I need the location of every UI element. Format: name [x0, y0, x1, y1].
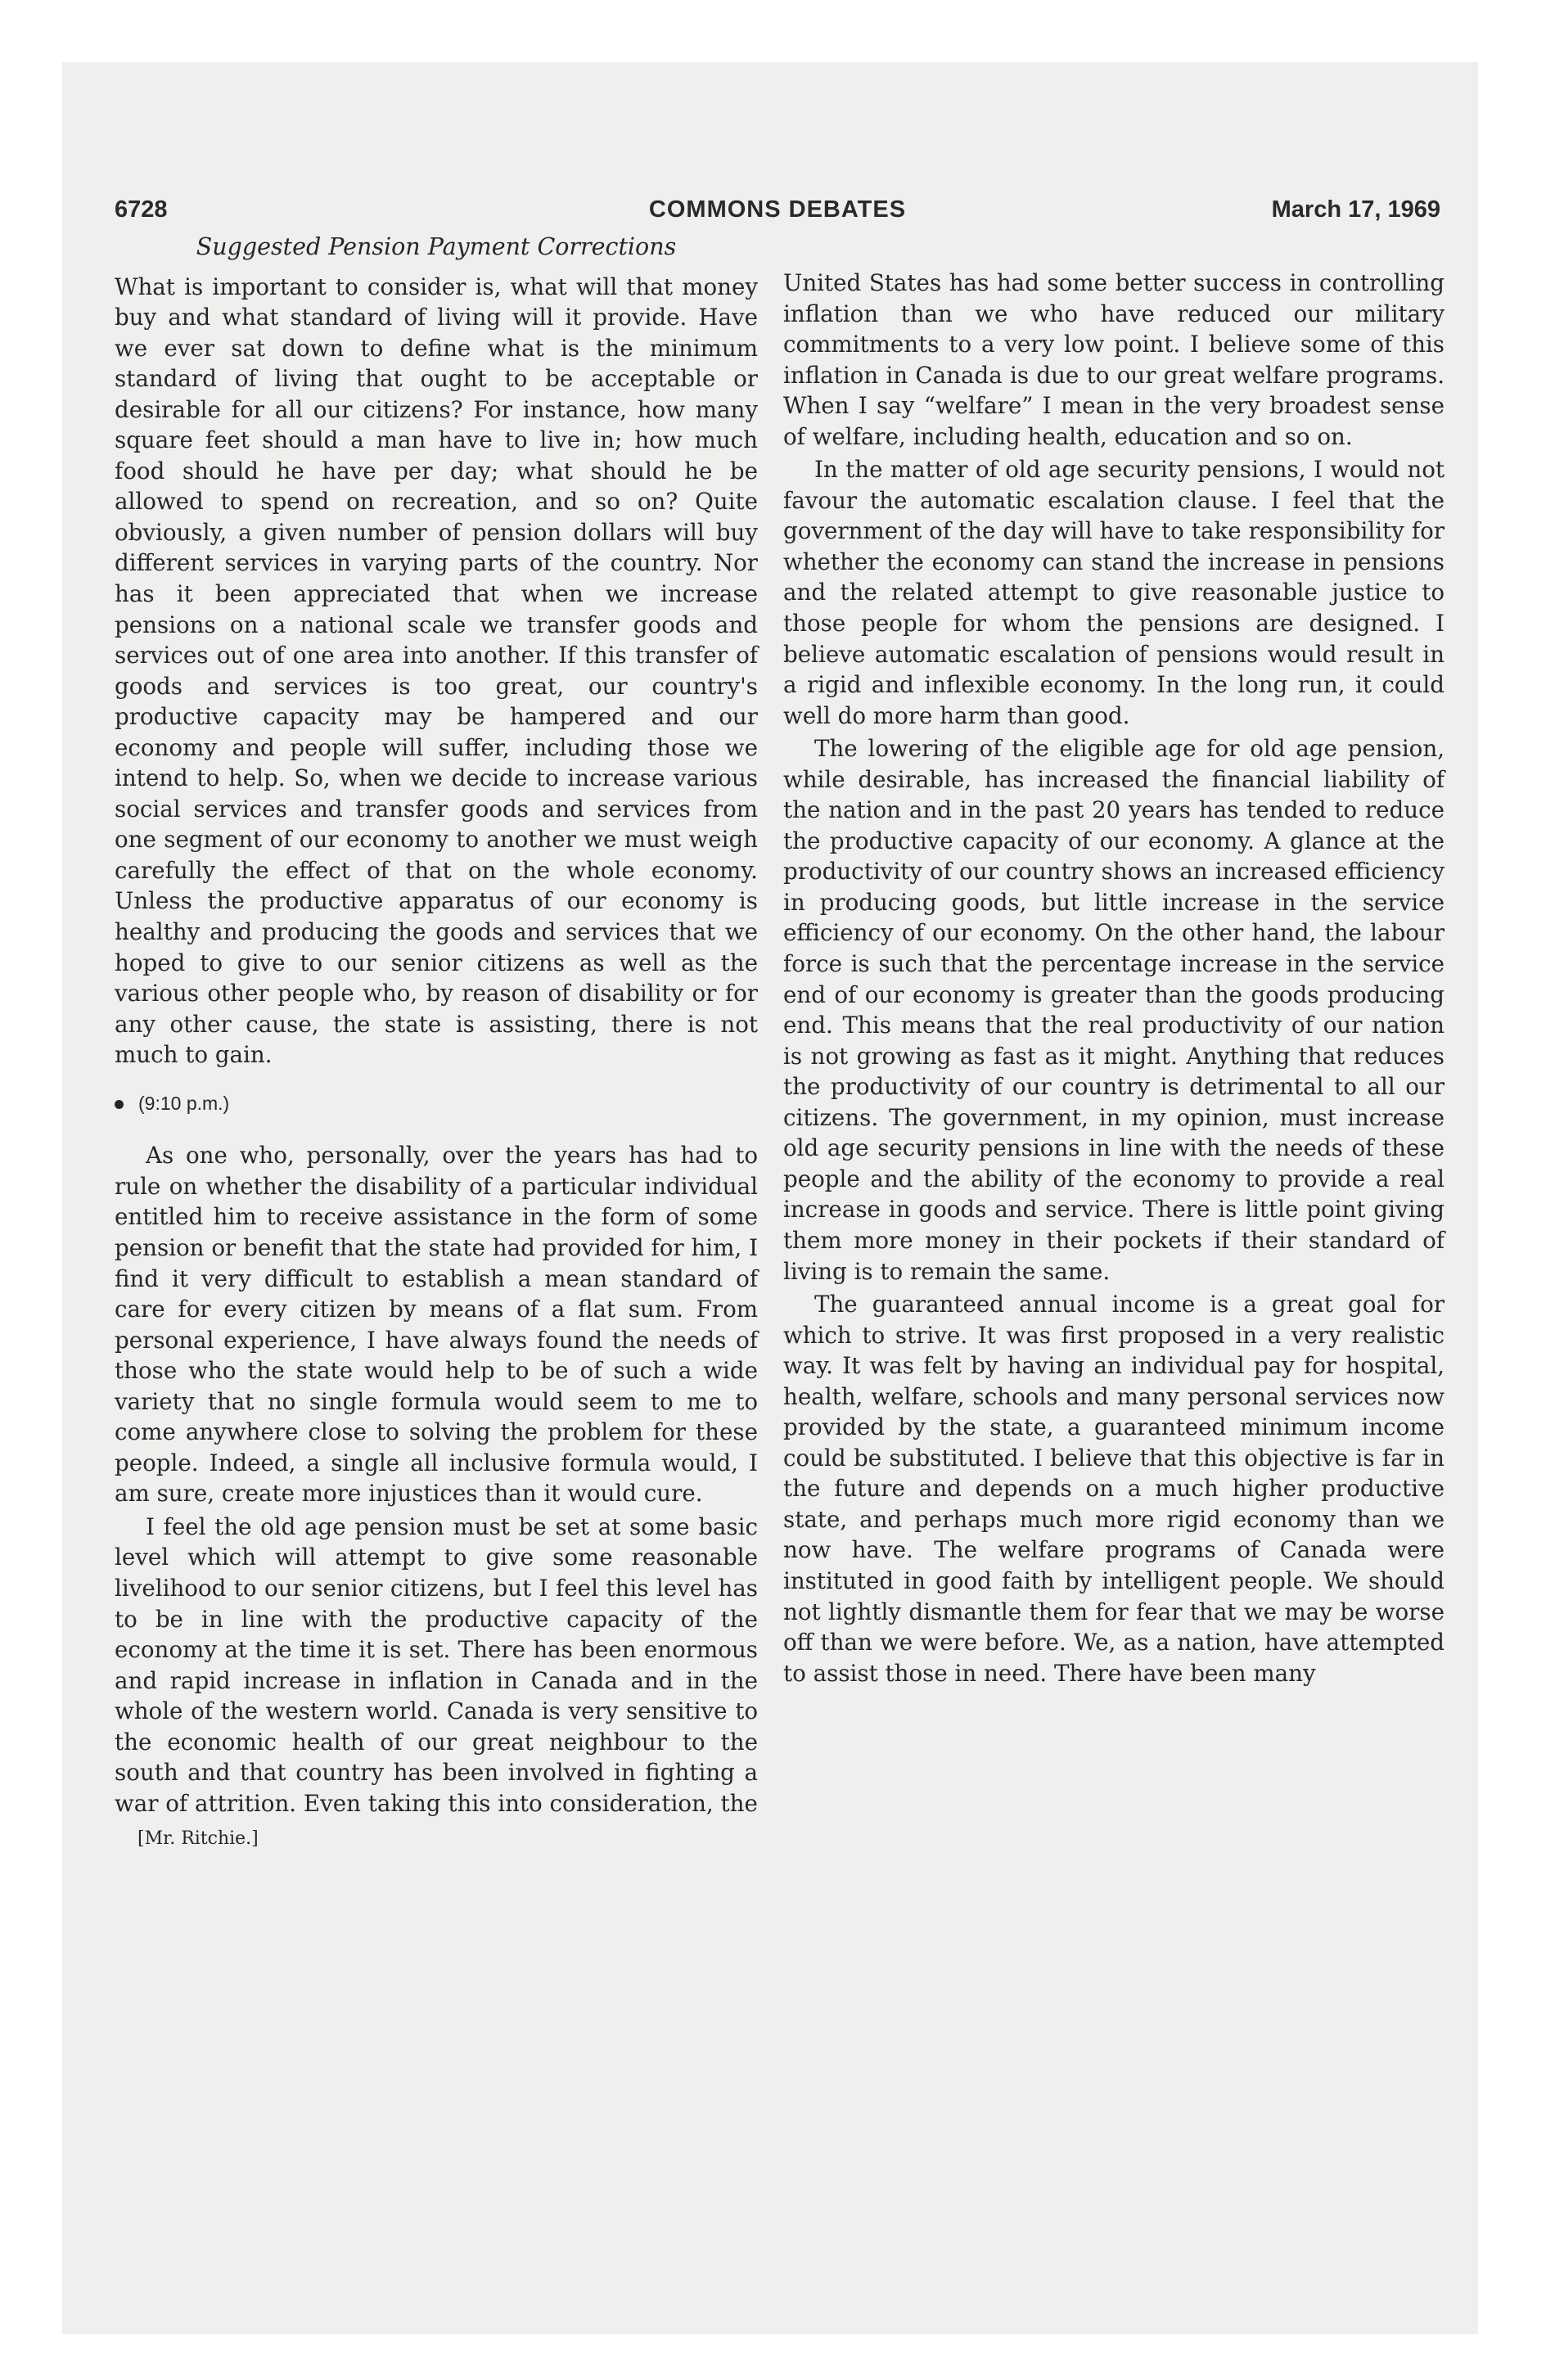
page-date: March 17, 1969 [1271, 196, 1440, 223]
page-header [115, 196, 1440, 229]
paragraph: What is important to consider is, what will that money buy and what standard of living will it provide. Have we ever sat down to define what is the minimum standard of living that ought to be acceptable or desirable for all our citizens? For instance, how many square feet should a man have to live in; how much food should he have per day; what should he be allowed to spend on recreation, and so on? Quite obviously, a given number of pension dollars will buy different services in varying parts of the country. Nor has it been appreciated that when we increase pensions on a national scale we transfer goods and services out of one area into another. If this transfer of goods and services is too great, our country's productive capacity may be hampered and our economy and people will suffer, including those we intend to help. So, when we decide to increase various social services and transfer goods and services from one segment of our economy to another we must weigh carefully the effect of that on the whole economy. Unless the productive apparatus of our economy is healthy and producing the goods and services that we hoped to give to our senior citizens as well as the various other people who, by reason of disability or for any other cause, the state is assisting, there is not much to gain. [115, 273, 758, 1069]
paragraph: The lowering of the eligible age for old age pension, while desirable, has increased the financial liability of the nation and in the past 20 years has tended to reduce the productive capacity of our economy. A glance at the productivity of our country shows an increased efficiency in producing goods, but little increase in the service efficiency of our economy. On the other hand, the labour force is such that the percentage increase in the service end of our economy is greater than the goods producing end. This means that the real productivity of our nation is not growing as fast as it might. Anything that reduces the productivity of our country is detrimental to all our citizens. The government, in my opinion, must increase old age security pensions in line with the needs of these people and the ability of the economy to provide a real increase in goods and service. There is little point giving them more money in their pockets if their standard of living is to remain the same. [783, 735, 1445, 1285]
page-number: 6728 [115, 196, 168, 223]
paragraph: As one who, personally, over the years has had to rule on whether the disability of a particular individual entitled him to receive assistance in the form of some pension or benefit that the state had provided for him, I find it very difficult to establish a mean standard of care for every citizen by means of a flat sum. From personal experience, I have always found the needs of those who the state would help to be of such a wide variety that no single formula would seem to me to come anywhere close to solving the problem for these people. Indeed, a single all inclusive formula would, I am sure, create more injustices than it would cure. [115, 1142, 758, 1508]
timestamp-text: (9:10 p.m.) [138, 1092, 230, 1114]
paragraph: I feel the old age pension must be set at some basic level which will attempt to give some reasonable livelihood to our senior citizens, but I feel this level has to be in line with the productive capacity of the economy at the time it is set. There has been enormous and rapid increase in inflation in Canada and in the whole of the western world. Canada is very sensitive to the economic health of our great neighbour to the south and that country has been involved in fighting a war of attrition. Even taking this into consideration, the [115, 1512, 758, 1817]
paragraph: In the matter of old age security pensions, I would not favour the automatic escalation clause. I feel that the government of the day will have to take responsibility for whether the economy can stand the increase in pensions and the related attempt to give reasonable justice to those people for whom the pensions are designed. I believe automatic escalation of pensions would result in a rigid and inflexible economy. In the long run, it could well do more harm than good. [783, 456, 1445, 729]
speaker-attribution: [Mr. Ritchie.] [137, 1828, 259, 1850]
section-subheading: Suggested Pension Payment Corrections [196, 233, 677, 260]
paragraph: United States has had some better success in controlling inflation than we who have reduced our military commitments to a very low point. I believe some of this inflation in Canada is due to our great welfare programs. When I say “welfare” I mean in the very broadest sense of welfare, including health, education and so on. [783, 269, 1445, 450]
publication-title: COMMONS DEBATES [648, 196, 907, 223]
right-column [783, 268, 1445, 1691]
bullet-icon [115, 1100, 124, 1109]
paragraph: The guaranteed annual income is a great goal for which to strive. It was first proposed in a very realistic way. It was felt by having an individual pay for hospital, health, welfare, schools and many personal services now provided by the state, a guaranteed minimum income could be substituted. I believe that this objective is far in the future and depends on a much higher productive state, and perhaps much more rigid economy than we now have. The welfare programs of Canada were instituted in good faith by intelligent people. We should not lightly dismantle them for fear that we may be worse off than we were before. We, as a nation, have attempted to assist those in need. There have been many [783, 1291, 1445, 1687]
left-column [115, 232, 758, 1855]
timestamp [115, 1089, 758, 1120]
